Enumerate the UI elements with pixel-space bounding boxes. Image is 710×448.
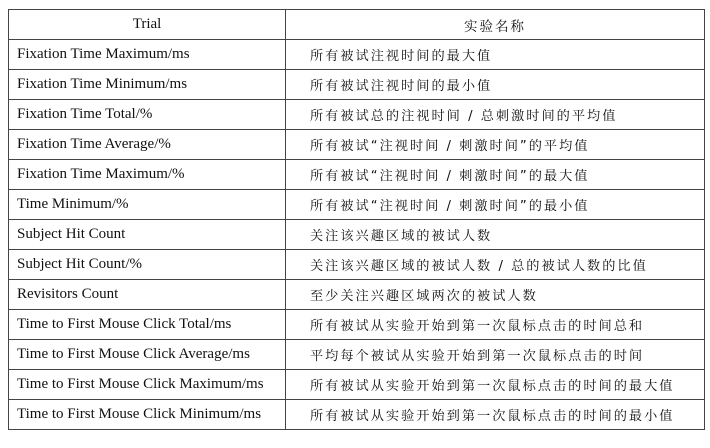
table-row — [9, 160, 705, 190]
header-experiment-name: 实验名称 — [286, 10, 705, 40]
trial-cell: Revisitors Count — [9, 280, 286, 310]
table-row — [9, 220, 705, 250]
experiment-name-cell: 至少关注兴趣区域两次的被试人数 — [286, 280, 705, 310]
table-row — [9, 130, 705, 160]
experiment-name-cell: 所有被试“注视时间 / 刺激时间”的平均值 — [286, 130, 705, 160]
experiment-name-cell: 所有被试注视时间的最大值 — [286, 40, 705, 70]
table-row — [9, 400, 705, 430]
experiment-name-cell: 所有被试“注视时间 / 刺激时间”的最大值 — [286, 160, 705, 190]
experiment-name-cell: 所有被试从实验开始到第一次鼠标点击的时间总和 — [286, 310, 705, 340]
experiment-name-cell: 关注该兴趣区域的被试人数 / 总的被试人数的比值 — [286, 250, 705, 280]
trial-cell: Time Minimum/% — [9, 190, 286, 220]
table-row — [9, 280, 705, 310]
trial-cell: Fixation Time Average/% — [9, 130, 286, 160]
experiment-name-cell: 平均每个被试从实验开始到第一次鼠标点击的时间 — [286, 340, 705, 370]
table-row — [9, 100, 705, 130]
experiment-name-cell: 所有被试“注视时间 / 刺激时间”的最小值 — [286, 190, 705, 220]
trial-cell: Fixation Time Minimum/ms — [9, 70, 286, 100]
table-row — [9, 370, 705, 400]
trial-cell: Fixation Time Maximum/ms — [9, 40, 286, 70]
trial-cell: Time to First Mouse Click Minimum/ms — [9, 400, 286, 430]
table-row — [9, 40, 705, 70]
trial-cell: Fixation Time Maximum/% — [9, 160, 286, 190]
experiment-name-cell: 所有被试总的注视时间 / 总刺激时间的平均值 — [286, 100, 705, 130]
table-row — [9, 340, 705, 370]
experiment-name-cell: 所有被试从实验开始到第一次鼠标点击的时间的最大值 — [286, 370, 705, 400]
table-row — [9, 310, 705, 340]
metrics-table-container — [8, 9, 704, 430]
experiment-name-cell: 关注该兴趣区域的被试人数 — [286, 220, 705, 250]
trial-cell: Time to First Mouse Click Maximum/ms — [9, 370, 286, 400]
table-row — [9, 250, 705, 280]
trial-cell: Subject Hit Count/% — [9, 250, 286, 280]
header-trial: Trial — [9, 10, 286, 40]
table-row — [9, 70, 705, 100]
table-header-row — [9, 10, 705, 40]
trial-cell: Time to First Mouse Click Total/ms — [9, 310, 286, 340]
table-row — [9, 190, 705, 220]
trial-cell: Subject Hit Count — [9, 220, 286, 250]
experiment-name-cell: 所有被试从实验开始到第一次鼠标点击的时间的最小值 — [286, 400, 705, 430]
trial-cell: Fixation Time Total/% — [9, 100, 286, 130]
trial-cell: Time to First Mouse Click Average/ms — [9, 340, 286, 370]
experiment-name-cell: 所有被试注视时间的最小值 — [286, 70, 705, 100]
metrics-table — [8, 9, 705, 430]
